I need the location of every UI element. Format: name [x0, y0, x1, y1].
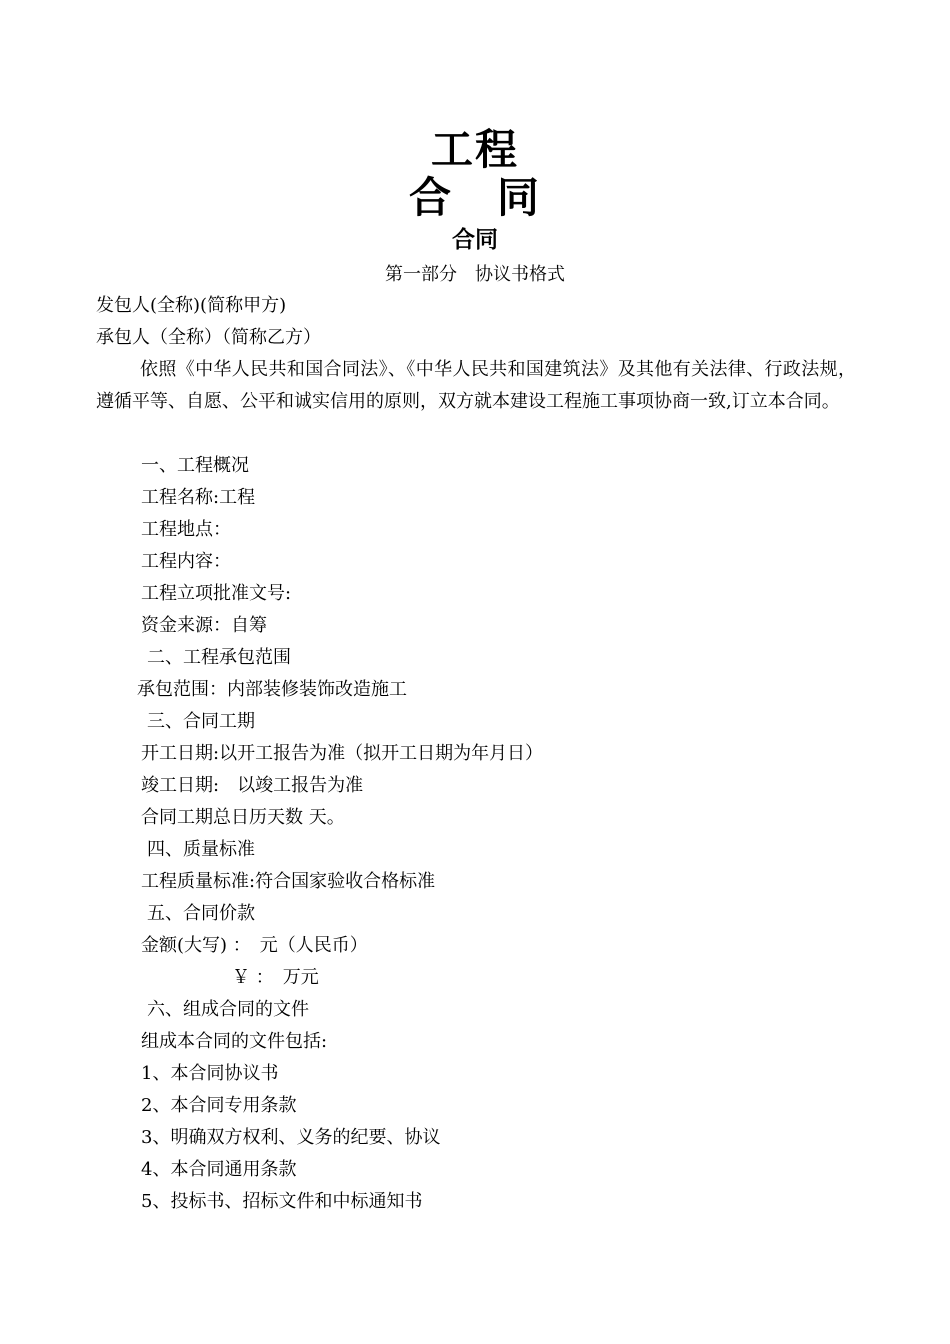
- amount-in-figures-line: ￥ ： 万元: [232, 967, 319, 988]
- project-location-line: 工程地点：: [141, 519, 231, 540]
- document-list-item: 1、本合同协议书: [141, 1063, 279, 1084]
- contract-scope-line: 承包范围：内部装修装饰改造施工: [137, 679, 407, 700]
- employer-line: 发包人(全称)(简称甲方): [96, 295, 287, 316]
- document-list-item: 5、投标书、招标文件和中标通知书: [141, 1191, 423, 1212]
- total-duration-line: 合同工期总日历天数 天。: [141, 807, 345, 828]
- funding-source-line: 资金来源：自筹: [141, 615, 267, 636]
- completion-date-line: 竣工日期: 以竣工报告为准: [141, 775, 364, 796]
- document-title-line-2: 合 同: [408, 173, 541, 222]
- contractor-line: 承包人（全称）（简称乙方）: [96, 327, 321, 348]
- document-list-item: 3、明确双方权利、义务的纪要、协议: [141, 1127, 441, 1148]
- document-title-line-1: 工程: [430, 125, 519, 174]
- quality-standard-line: 工程质量标准:符合国家验收合格标准: [141, 871, 436, 892]
- document-list-item: 2、本合同专用条款: [141, 1095, 297, 1116]
- project-name-line: 工程名称:工程: [141, 487, 256, 508]
- part-heading: 第一部分 协议书格式: [385, 264, 565, 285]
- section-4-heading: 四、质量标准: [147, 839, 255, 860]
- section-2-heading: 二、工程承包范围: [147, 647, 291, 668]
- section-1-heading: 一、工程概况: [141, 455, 249, 476]
- document-title-line-3: 合同: [452, 227, 498, 253]
- preamble-paragraph: 依照《中华人民共和国合同法》、《中华人民共和国建筑法》及其他有关法律、行政法规，遵循平等、自愿、公平和诚实信用的原则，双方就本建设工程施工事项协商一致,订立本合同。: [96, 359, 856, 412]
- project-content-line: 工程内容：: [141, 551, 231, 572]
- document-list-item: 4、本合同通用条款: [141, 1159, 297, 1180]
- start-date-line: 开工日期:以开工报告为准（拟开工日期为年月日）: [141, 743, 544, 764]
- section-6-heading: 六、组成合同的文件: [147, 999, 309, 1020]
- documents-intro-line: 组成本合同的文件包括:: [141, 1031, 328, 1052]
- amount-in-words-line: 金额(大写) ： 元（人民币）: [141, 935, 368, 956]
- section-5-heading: 五、合同价款: [147, 903, 255, 924]
- section-3-heading: 三、合同工期: [147, 711, 255, 732]
- project-approval-line: 工程立项批准文号:: [141, 583, 292, 604]
